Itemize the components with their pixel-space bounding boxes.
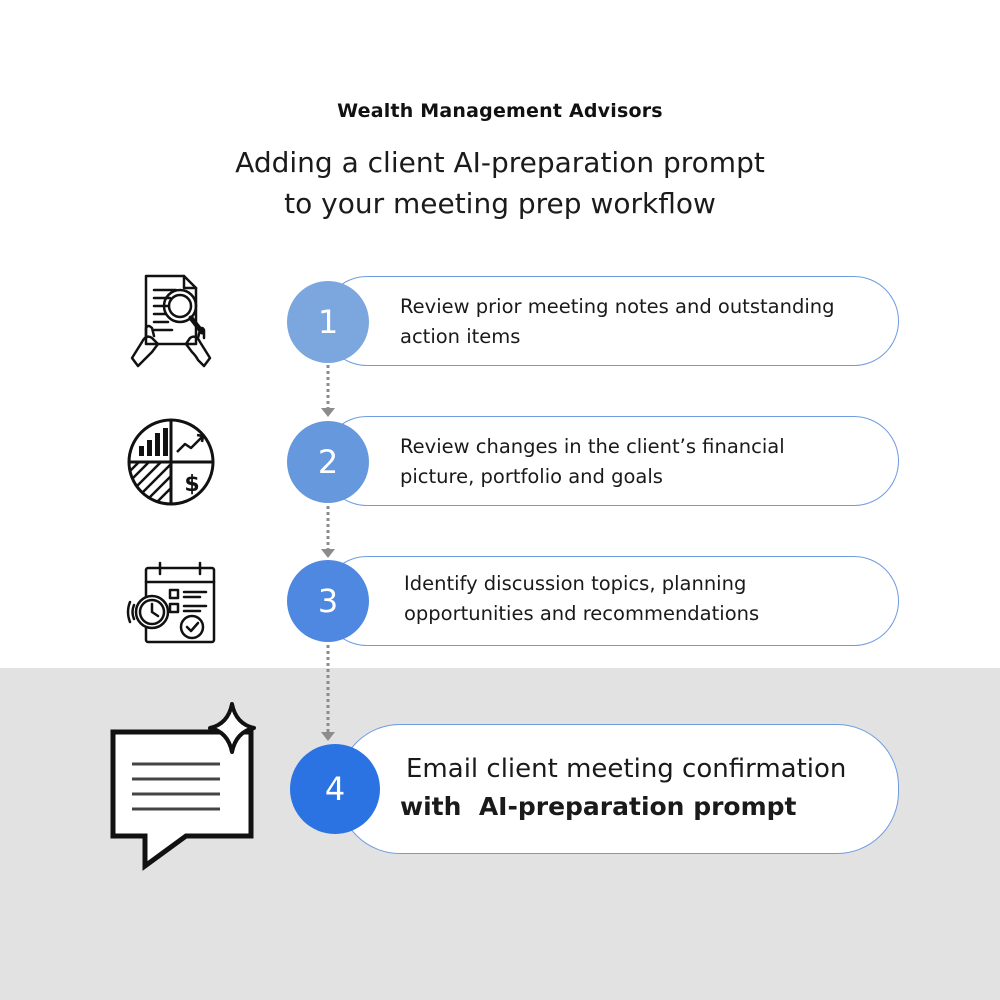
organization-name: Wealth Management Advisors bbox=[337, 100, 663, 122]
step-2-number-badge bbox=[287, 421, 369, 503]
step-1-number: 1 bbox=[317, 303, 339, 341]
arrow-head-3 bbox=[321, 732, 335, 741]
step-2-line-1: Review changes in the client’s financial bbox=[400, 435, 785, 458]
step-4-text bbox=[400, 750, 846, 826]
step-1-line-2: action items bbox=[400, 325, 521, 348]
title-line-2: to your meeting prep workflow bbox=[284, 187, 716, 220]
svg-text:$: $ bbox=[184, 472, 200, 497]
step-1-text bbox=[400, 292, 834, 352]
step-4-number: 4 bbox=[324, 770, 346, 808]
step-1-line-1: Review prior meeting notes and outstanding bbox=[400, 295, 835, 318]
step-2-text bbox=[400, 432, 785, 492]
step-3-number: 3 bbox=[317, 582, 339, 620]
title-line-1: Adding a client AI-preparation prompt bbox=[235, 146, 765, 179]
step-1-number-badge bbox=[287, 281, 369, 363]
arrow-head-2 bbox=[321, 549, 335, 558]
step-2-number: 2 bbox=[317, 443, 339, 481]
step-3-line-1: Identify discussion topics, planning bbox=[404, 572, 747, 595]
step-3-number-badge bbox=[287, 560, 369, 642]
step-3-text bbox=[404, 569, 759, 629]
step-3-line-2: opportunities and recommendations bbox=[404, 602, 760, 625]
step-2-line-2: picture, portfolio and goals bbox=[400, 465, 663, 488]
document-magnifier-icon bbox=[124, 272, 218, 372]
step-4-line-2: with AI-preparation prompt bbox=[400, 792, 797, 821]
chat-bubble-sparkle-icon bbox=[108, 700, 258, 872]
calendar-clock-checklist-icon bbox=[124, 560, 218, 646]
financial-pie-chart-icon bbox=[125, 416, 217, 508]
step-4-line-1: Email client meeting confirmation bbox=[406, 754, 847, 784]
step-4-number-badge bbox=[290, 744, 380, 834]
arrow-head-1 bbox=[321, 408, 335, 417]
